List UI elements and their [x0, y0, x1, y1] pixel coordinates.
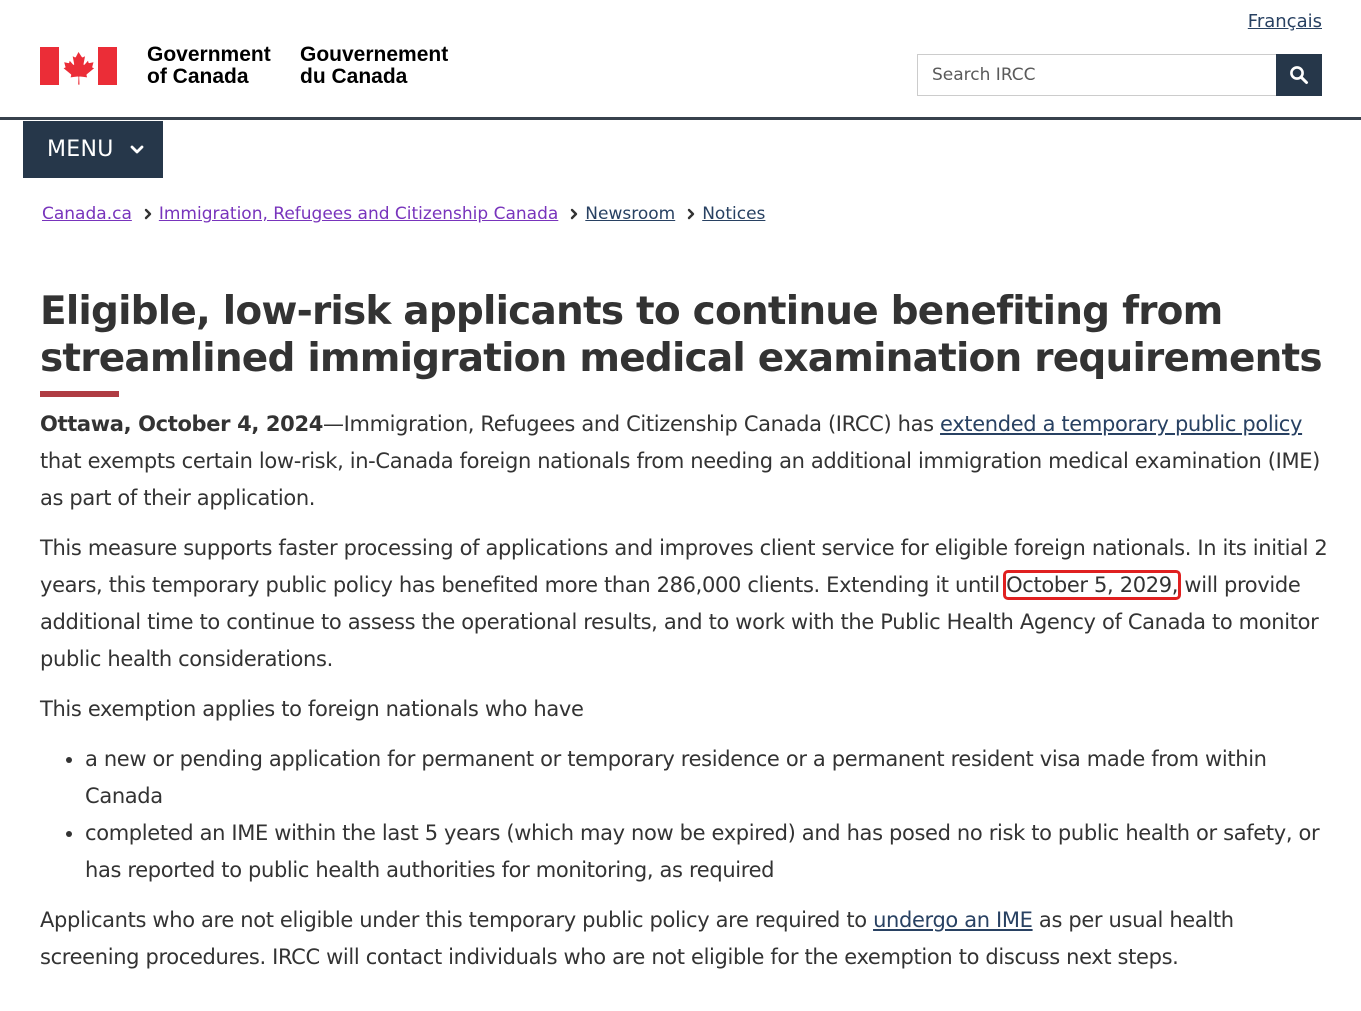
p1-text-a: Immigration, Refugees and Citizenship Canada (IRCC) has [343, 412, 941, 436]
breadcrumb-item [558, 204, 675, 224]
eligibility-list [40, 741, 1330, 889]
p4-text-b: as per usual health screening procedures. IRCC will contact individuals who are not eligible for the exemption to discuss next steps. [40, 908, 1234, 969]
undergo-ime-link[interactable]: undergo an IME [873, 908, 1033, 932]
canada-flag-icon[interactable] [40, 47, 117, 85]
menu-button[interactable] [23, 121, 163, 178]
temporary-public-policy-link[interactable]: extended a temporary public policy [940, 412, 1303, 436]
chevron-right-icon [687, 208, 695, 220]
page-title: Eligible, low-risk applicants to continue benefiting from streamlined immigration medical examination requirements [40, 289, 1322, 381]
article-paragraph-1 [40, 406, 1330, 517]
search-icon [1289, 65, 1309, 85]
header-divider [0, 117, 1361, 120]
government-wordmark-en[interactable] [147, 44, 271, 88]
chevron-down-icon [130, 145, 144, 155]
search-form [917, 54, 1322, 96]
wordmark-en-line-2: of Canada [147, 65, 249, 88]
p1-text-b: that exempts certain low-risk, in-Canada foreign nationals from needing an additional immigration medical examination (IME) as part of their application. [40, 449, 1321, 510]
search-button[interactable] [1276, 54, 1322, 96]
wordmark-en-line-1: Government [147, 43, 271, 66]
government-wordmark-fr[interactable] [300, 44, 448, 88]
breadcrumb-link-canada[interactable]: Canada.ca [42, 204, 132, 224]
p2-text-b: will provide additional time to continue to assess the operational results, and to work with the Public Health Agency of Canada to monitor public health considerations. [40, 573, 1319, 671]
list-item: • a new or pending application for permanent or temporary residence or a permanent resident visa made from within Canada [85, 741, 1330, 815]
dateline-dash: — [322, 412, 344, 436]
breadcrumb-link-notices[interactable]: Notices [702, 204, 766, 224]
article-paragraph-4 [40, 902, 1330, 976]
list-item: • completed an IME within the last 5 years (which may now be expired) and has posed no risk to public health or safety, or has reported to public health authorities for monitoring, as required [85, 815, 1330, 889]
breadcrumb-item [675, 204, 765, 224]
search-input[interactable] [917, 54, 1276, 96]
p2-text-a: This measure supports faster processing of applications and improves client service for eligible foreign nationals. In its initial 2 years, this temporary public policy has benefited more than 286,000 clients. Extending it until [40, 536, 1328, 597]
breadcrumb-link-newsroom[interactable]: Newsroom [585, 204, 676, 224]
article-paragraph-2 [40, 530, 1330, 678]
breadcrumb-item [132, 204, 558, 224]
breadcrumb-item [42, 204, 132, 224]
chevron-right-icon [570, 208, 578, 220]
article-body [40, 406, 1330, 989]
chevron-right-icon [144, 208, 152, 220]
wordmark-fr-line-2: du Canada [300, 65, 408, 88]
breadcrumb [42, 204, 765, 224]
title-underline [40, 391, 119, 397]
menu-label: MENU [47, 137, 114, 162]
wordmark-fr-line-1: Gouvernement [300, 43, 449, 66]
highlighted-date: October 5, 2029, [1006, 573, 1179, 597]
breadcrumb-link-ircc[interactable]: Immigration, Refugees and Citizenship Canada [158, 204, 559, 224]
dateline: Ottawa, October 4, 2024 [40, 412, 323, 436]
p4-text-a: Applicants who are not eligible under this temporary public policy are required to [40, 908, 874, 932]
language-toggle-link[interactable]: Français [1247, 11, 1322, 32]
article-paragraph-3: This exemption applies to foreign nationals who have [40, 697, 584, 721]
